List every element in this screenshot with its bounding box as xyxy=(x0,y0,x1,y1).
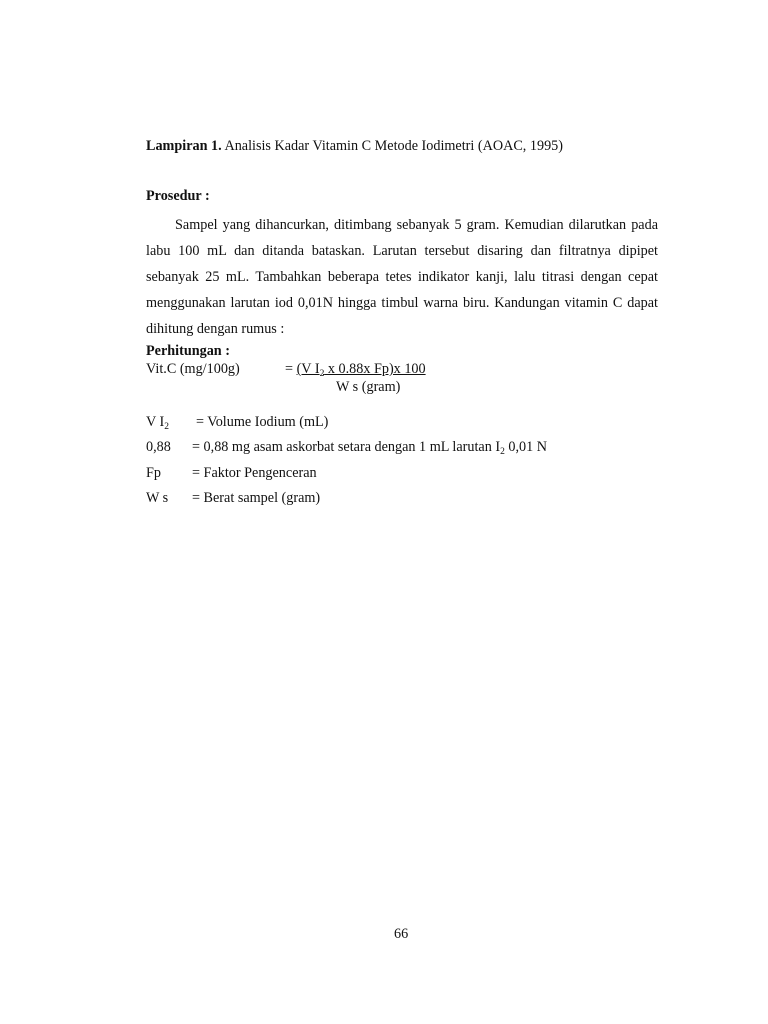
definition-value-subscript: 2 xyxy=(500,447,505,457)
numerator-subscript: 2 xyxy=(319,369,325,379)
definition-key xyxy=(146,464,161,482)
page-number: 66 xyxy=(394,926,409,942)
definition-key xyxy=(146,489,168,507)
definition-value xyxy=(192,464,317,482)
formula-equals: = xyxy=(285,361,297,377)
definition-value-text: = Faktor Pengenceran xyxy=(192,465,317,481)
definition-key xyxy=(146,438,171,456)
numerator-part-b: x 0.88x Fp)x 100 xyxy=(324,361,426,377)
procedure-paragraph: Sampel yang dihancurkan, ditimbang sebanyak 5 gram. Kemudian dilarutkan pada labu 100 mL dan ditanda bataskan. Larutan tersebut disaring dan filtratnya dipipet sebanyak 25 mL. Tambahkan beberapa tetes indikator kanji, lalu titrasi dengan cepat menggunakan larutan iod 0,01N hingga timbul warna biru. Kandungan vitamin C dapat dihitung dengan rumus : xyxy=(146,217,658,337)
formula-numerator xyxy=(285,360,426,378)
appendix-title xyxy=(146,137,563,155)
appendix-title-label: Lampiran 1. xyxy=(146,138,222,154)
numerator-part-a: (V I xyxy=(296,361,320,377)
definition-key-text: V I xyxy=(146,414,165,430)
definition-value-text: = 0,88 mg asam askorbat setara dengan 1 mL larutan I xyxy=(192,439,501,455)
definition-key-text: W s xyxy=(146,490,169,506)
definition-key xyxy=(146,413,169,431)
formula-label: Vit.C (mg/100g) xyxy=(146,361,240,377)
calculation-heading: Perhitungan : xyxy=(146,343,230,359)
definition-key-subscript: 2 xyxy=(164,422,170,432)
definition-key-text: 0,88 xyxy=(146,439,171,455)
definition-value xyxy=(196,413,328,431)
definition-key-text: Fp xyxy=(146,465,161,481)
definition-value-text: = Volume Iodium (mL) xyxy=(196,414,329,430)
definition-value-text-end: 0,01 N xyxy=(504,439,547,455)
definition-value xyxy=(192,489,320,507)
formula-numerator-expression xyxy=(297,361,426,377)
procedure-heading: Prosedur : xyxy=(146,188,210,204)
formula-denominator: W s (gram) xyxy=(336,379,401,395)
appendix-title-text: Analisis Kadar Vitamin C Metode Iodimetri (AOAC, 1995) xyxy=(221,138,563,154)
definition-value xyxy=(192,438,547,456)
definition-value-text: = Berat sampel (gram) xyxy=(192,490,321,506)
